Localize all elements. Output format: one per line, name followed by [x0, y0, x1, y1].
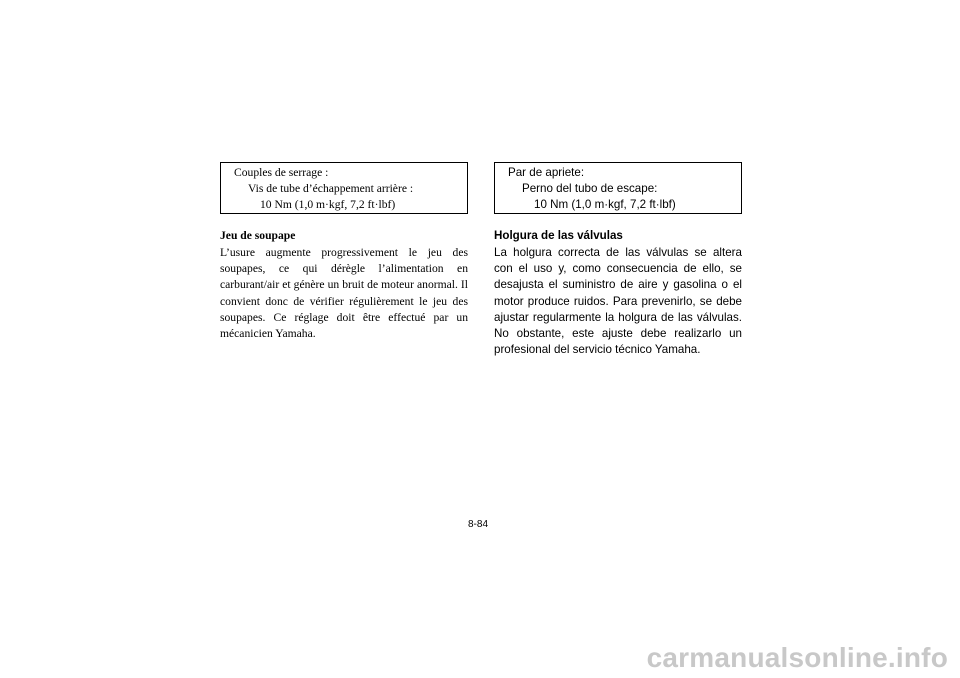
torque-spec-box-fr [220, 162, 468, 214]
torque-heading-fr: Couples de serrage : [234, 166, 329, 179]
torque-value-fr: 10 Nm (1,0 m·kgf, 7,2 ft·lbf) [260, 198, 396, 211]
body-paragraph-es: La holgura correcta de las válvulas se altera con el uso y, como consecuencia de ello, se desajusta el suministro de aire y gasolina o el motor produce ruidos. Para prevenirlo, se debe ajustar regularmente la holgura de las válvulas. No obstante, este ajuste debe realizarlo un profesional del servicio técnico Yamaha. [494, 246, 742, 357]
torque-item-fr: Vis de tube d’échappement arrière : [248, 182, 414, 195]
body-paragraph-fr: L’usure augmente progressivement le jeu des soupapes, ce qui dérègle l’alimentation en carburant/air et génère un bruit de moteur anormal. Il convient donc de vérifier régulièrement le jeu des soupapes. Ce réglage doit être effectué par un mécanicien Yamaha. [220, 246, 468, 341]
page-number: 8-84 [468, 519, 489, 530]
section-title-es: Holgura de las válvulas [494, 229, 623, 242]
torque-value-es: 10 Nm (1,0 m·kgf, 7,2 ft·lbf) [534, 198, 676, 211]
torque-spec-box-es [494, 162, 742, 214]
watermark-logo: carmanualsonline.info [646, 642, 948, 673]
section-title-fr: Jeu de soupape [220, 229, 296, 242]
torque-item-es: Perno del tubo de escape: [522, 182, 658, 195]
spanish-column [494, 162, 742, 358]
french-column [220, 162, 468, 342]
torque-heading-es: Par de apriete: [508, 166, 585, 179]
